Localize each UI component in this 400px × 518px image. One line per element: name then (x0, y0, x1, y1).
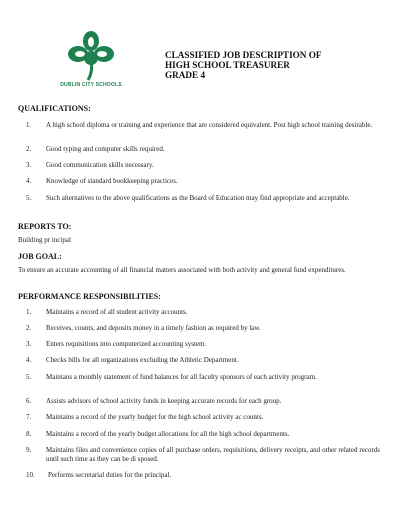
item-text: Enters requisitions into computerized accounting system. (46, 340, 207, 348)
item-text: Maintains a record of the yearly budget for the high school activity ac counts. (46, 413, 264, 421)
item-number: 10. (26, 471, 35, 479)
item-text: Good communication skills necessary. (46, 161, 154, 169)
item-number: 2. (26, 145, 32, 153)
item-text: Assists advisors of school activity funds in keeping accurate records for each group. (46, 397, 282, 405)
title-line-3: GRADE 4 (165, 70, 206, 80)
item-number: 4. (26, 177, 32, 185)
qualifications-heading: QUALIFICATIONS: (18, 104, 91, 113)
title-line-2: HIGH SCHOOL TREASURER (165, 60, 290, 70)
item-number: 8. (26, 430, 32, 438)
document-title (165, 50, 385, 80)
item-text: Such alternatives to the above qualifications as the Board of Education may find appropriate and acceptable. (46, 194, 350, 202)
item-number: 1. (26, 308, 32, 316)
item-text: Checks bills for all organizations excluding the Athletic Department. (46, 356, 239, 364)
item-number: 3. (26, 161, 32, 169)
item-number: 5. (26, 373, 32, 381)
item-number: 4. (26, 356, 32, 364)
item-text: Maintains a record of the yearly budget allocations for all the high school departments. (46, 430, 290, 438)
item-text: Knowledge of standard bookkeeping practices. (46, 177, 178, 185)
item-text: Performs secretarial duties for the principal. (48, 471, 172, 479)
item-number: 6. (26, 397, 32, 405)
item-text: A high school diploma or training and experience that are considered equivalent. Post high school training desirable. (46, 121, 373, 129)
item-number: 3. (26, 340, 32, 348)
item-text: Good typing and computer skills required. (46, 145, 165, 153)
item-number: 2. (26, 324, 32, 332)
reports-to-text: Building pr incipal (18, 236, 71, 244)
title-line-1: CLASSIFIED JOB DESCRIPTION OF (165, 50, 322, 60)
item-number: 9. (26, 446, 32, 454)
item-text: Maintains a record of all student activity accounts. (46, 308, 188, 316)
shamrock-logo-icon (62, 28, 120, 82)
item-text: Maintains files and convenience copies of all purchase orders, requisitions, delivery receipts, and other related records until such time as they can be di sposed. (46, 446, 380, 463)
responsibilities-heading: PERFORMANCE RESPONSIBILITIES: (18, 292, 161, 301)
item-number: 7. (26, 413, 32, 421)
job-goal-text: To ensure an accurate accounting of all financial matters associated with both activity and general fund expenditures. (18, 266, 346, 274)
item-number: 5. (26, 194, 32, 202)
logo-text: DUBLIN CITY SCHOOLS (60, 82, 122, 88)
job-goal-heading: JOB GOAL: (18, 252, 62, 261)
item-number: 1. (26, 121, 32, 129)
reports-to-heading: REPORTS TO: (18, 222, 72, 231)
item-text: Maintans a monthly statement of fund balances for all faculty sponsors of each activity program. (46, 373, 317, 381)
item-text: Receives, counts, and deposits money in a timely fashion as required by law. (46, 324, 261, 332)
